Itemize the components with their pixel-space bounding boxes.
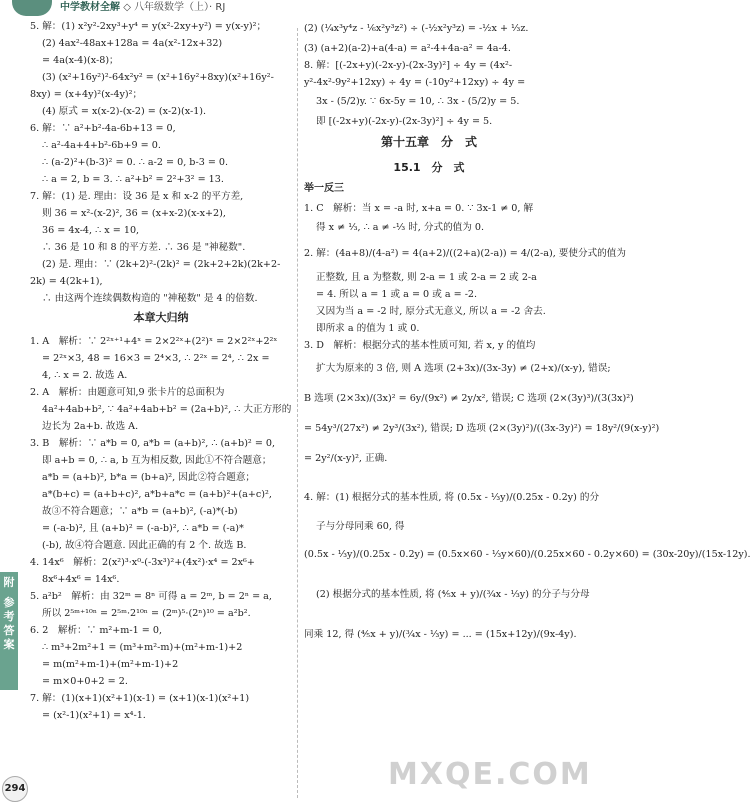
answer-line: 本章大归纳 xyxy=(133,311,189,324)
answer-line: 即 [(-2x+y)(-2x-y)-(2x-3y)²] ÷ 4y = 5. xyxy=(316,116,493,127)
answer-line: 1. C 解析：当 x = -a 时, x+a = 0. ∵ 3x-1 ≠ 0, 解 xyxy=(304,203,534,214)
answer-line: 6. 解：∵ a²+b²-4a-6b+13 = 0, xyxy=(30,123,176,134)
answer-line: 得 x ≠ ⅓, ∴ a ≠ -⅓ 时, 分式的值为 0. xyxy=(316,222,485,233)
book-logo-icon xyxy=(12,0,52,16)
answer-line: 4. 解：(1) 根据分式的基本性质, 将 (0.5x - ⅓y)/(0.25x - 0.2y) 的分 xyxy=(304,492,600,503)
answer-line: 2. 解：(4a+8)/(4-a²) = 4(a+2)/((2+a)(2-a)) = 4/(2-a), 要使分式的值为 xyxy=(304,248,626,259)
answer-line: 3x - (5/2)y. ∵ 6x-5y = 10, ∴ 3x - (5/2)y = 5. xyxy=(316,96,520,107)
answer-line: 2. A 解析：由题意可知,9 张卡片的总面积为 xyxy=(30,387,225,398)
answer-line: (3) (x²+16y²)²-64x²y² = (x²+16y²+8xy)(x²+16y²- xyxy=(42,72,274,83)
answer-line: 故③不符合题意；∵ a*b = (a+b)², (-a)*(-b) xyxy=(42,506,238,517)
answer-line: ∴ 36 是 10 和 8 的平方差. ∴ 36 是 "神秘数". xyxy=(42,242,246,253)
answer-line: ∴ a = 2, b = 3. ∴ a²+b² = 2²+3² = 13. xyxy=(42,174,224,185)
answer-line: 8. 解：[(-2x+y)(-2x-y)-(2x-3y)²] ÷ 4y = (4x²- xyxy=(304,60,513,71)
answer-line: 则 36 = x²-(x-2)², 36 = (x+x-2)(x-x+2), xyxy=(42,208,226,219)
answer-line: (2) 根据分式的基本性质, 将 (⅘x + y)/(¾x - ⅓y) 的分子与分母 xyxy=(316,589,590,600)
answer-line: 又因为当 a = -2 时, 原分式无意义, 所以 a = -2 舍去. xyxy=(316,306,546,317)
answer-line: 8x⁶+4x⁶ = 14x⁶. xyxy=(42,574,120,585)
answer-line: = 4a(x-4)(x-8)； xyxy=(42,55,119,66)
answer-line: 1. A 解析：∵ 2²ˣ⁺¹+4ˣ = 2×2²ˣ+(2²)ˣ = 2×2²ˣ+2²ˣ xyxy=(30,336,278,347)
answer-line: 同乘 12, 得 (⅘x + y)/(¾x - ⅓y) = ... = (15x+12y)/(9x-4y). xyxy=(304,629,577,640)
answer-line: (-b), 故④符合题意. 因此正确的有 2 个. 故选 B. xyxy=(42,540,247,551)
answer-line: = (-a-b)², 且 (a+b)² = (-a-b)², ∴ a*b = (-a)* xyxy=(42,523,244,534)
page-header xyxy=(0,0,565,16)
answer-line: 3. B 解析：∵ a*b = 0, a*b = (a+b)², ∴ (a+b)² = 0, xyxy=(30,438,276,449)
answer-line: = 54y³/(27x²) ≠ 2y³/(3x²), 错误; D 选项 (2×(3y)²)/((3x-3y)²) = 18y²/(9(x-y)²) xyxy=(304,423,660,434)
answer-line: = (x²-1)(x²+1) = x⁴-1. xyxy=(42,710,146,721)
answer-line: 4a²+4ab+b², ∵ 4a²+4ab+b² = (2a+b)², ∴ 大正方形的 xyxy=(42,404,292,415)
answer-line: 15.1 分 式 xyxy=(393,161,465,174)
answer-line: 所以 2⁵ᵐ⁺¹⁰ⁿ = 2⁵ᵐ·2¹⁰ⁿ = (2ᵐ)⁵·(2ⁿ)¹⁰ = a²b². xyxy=(42,608,251,619)
answer-line: 2k) = 4(2k+1), xyxy=(30,276,103,287)
answer-line: 36 = 4x-4, ∴ x = 10, xyxy=(42,225,140,236)
appendix-side-tab xyxy=(0,572,18,690)
answer-line: (2) (¼x³y⁴z - ⅙x²y³z²) ÷ (-½x²y³z) = -½x + ⅓z. xyxy=(304,23,529,34)
side-tab-subtitle: 参考答案 xyxy=(3,596,15,651)
answer-line: = m×0+0+2 = 2. xyxy=(42,676,128,687)
answer-line: 子与分母同乘 60, 得 xyxy=(316,521,405,532)
answer-line: y²-4x²-9y²+12xy) ÷ 4y = (-10y²+12xy) ÷ 4y = xyxy=(304,77,526,88)
answer-line: 扩大为原来的 3 倍, 则 A 选项 (2+3x)/(3x-3y) ≠ (2+x)/(x-y), 错误; xyxy=(316,363,611,374)
answer-line: a*b = (a+b)², b*a = (b+a)², 因此②符合题意； xyxy=(42,472,256,483)
answer-line: (2) 4ax²-48ax+128a = 4a(x²-12x+32) xyxy=(42,38,223,49)
answer-line: 第十五章 分 式 xyxy=(380,135,477,149)
answer-line: ∴ (a-2)²+(b-3)² = 0. ∴ a-2 = 0, b-3 = 0. xyxy=(42,157,229,168)
answer-line: 5. 解：(1) x²y²-2xy³+y⁴ = y(x²-2xy+y²) = y(x-y)²； xyxy=(30,21,267,32)
answer-line: a*(b+c) = (a+b+c)², a*b+a*c = (a+b)²+(a+c)², xyxy=(42,489,272,500)
answer-line: 4, ∴ x = 2. 故选 A. xyxy=(42,370,128,381)
answer-line: (3) (a+2)(a-2)+a(4-a) = a²-4+4a-a² = 4a-4. xyxy=(304,43,511,54)
answer-line: 8xy) = (x+4y)²(x-4y)²； xyxy=(30,89,143,100)
answer-line: (2) 是. 理由：∵ (2k+2)²-(2k)² = (2k+2+2k)(2k+2- xyxy=(42,259,281,270)
left-column xyxy=(30,18,292,804)
page-number: 294 xyxy=(2,776,28,802)
answer-line: = 2y²/(x-y)², 正确. xyxy=(304,453,388,464)
right-column xyxy=(304,18,751,804)
answer-line: 6. 2 解析：∵ m²+m-1 = 0, xyxy=(30,625,163,636)
answer-line: 7. 解：(1) 是. 理由：设 36 是 x 和 x-2 的平方差, xyxy=(30,191,244,202)
answer-line: 边长为 2a+b. 故选 A. xyxy=(42,421,139,432)
answer-line: 正整数, 且 a 为整数, 则 2-a = 1 或 2-a = 2 或 2-a xyxy=(316,272,537,283)
answer-line: = m(m²+m-1)+(m²+m-1)+2 xyxy=(42,659,179,670)
answer-line: 3. D 解析：根据分式的基本性质可知, 若 x, y 的值均 xyxy=(304,340,536,351)
header-subject: 八年级数学（上）· RJ xyxy=(134,2,226,13)
watermark: MXQE.COM xyxy=(388,757,592,792)
header-brand: 中学教材全解 xyxy=(60,2,120,13)
answer-line: = 4. 所以 a = 1 或 a = 0 或 a = -2. xyxy=(316,289,478,300)
answer-line: ∴ 由这两个连续偶数构造的 "神秘数" 是 4 的倍数. xyxy=(42,293,258,304)
header-text xyxy=(60,0,225,15)
column-divider xyxy=(297,28,298,798)
answer-line: (4) 原式 = x(x-2)-(x-2) = (x-2)(x-1). xyxy=(42,106,207,117)
answer-line: (0.5x - ⅓y)/(0.25x - 0.2y) = (0.5x×60 - ⅓y×60)/(0.25x×60 - 0.2y×60) = (30x-20y)/(15x-12y). xyxy=(304,549,751,560)
side-tab-title: 附 xyxy=(3,576,15,589)
answer-line: 7. 解：(1)(x+1)(x²+1)(x-1) = (x+1)(x-1)(x²+1) xyxy=(30,693,250,704)
answer-line: 即 a+b = 0, ∴ a, b 互为相反数, 因此①不符合题意； xyxy=(42,455,272,466)
answer-line: 4. 14x⁶ 解析：2(x²)³·x⁰-(-3x³)²+(4x²)·x⁴ = 2x⁶+ xyxy=(30,557,255,568)
answer-line: ∴ a²-4a+4+b²-6b+9 = 0. xyxy=(42,140,161,151)
answer-line: ∴ m³+2m²+1 = (m³+m²-m)+(m²+m-1)+2 xyxy=(42,642,243,653)
header-separator-icon: ◇ xyxy=(123,2,135,13)
answer-line: B 选项 (2×3x)/(3x)² = 6y/(9x²) ≠ 2y/x², 错误; C 选项 (2×(3y)³)/(3(3x)²) xyxy=(304,393,634,404)
answer-line: 5. a²b² 解析：由 32ᵐ = 8ⁿ 可得 a = 2ᵐ, b = 2ⁿ = a, xyxy=(30,591,272,602)
answer-line: = 2²ˣ×3, 48 = 16×3 = 2⁴×3, ∴ 2²ˣ = 2⁴, ∴ 2x = xyxy=(42,353,270,364)
answer-line: 即所求 a 的值为 1 或 0. xyxy=(316,323,420,334)
answer-line: 举一反三 xyxy=(304,183,344,194)
